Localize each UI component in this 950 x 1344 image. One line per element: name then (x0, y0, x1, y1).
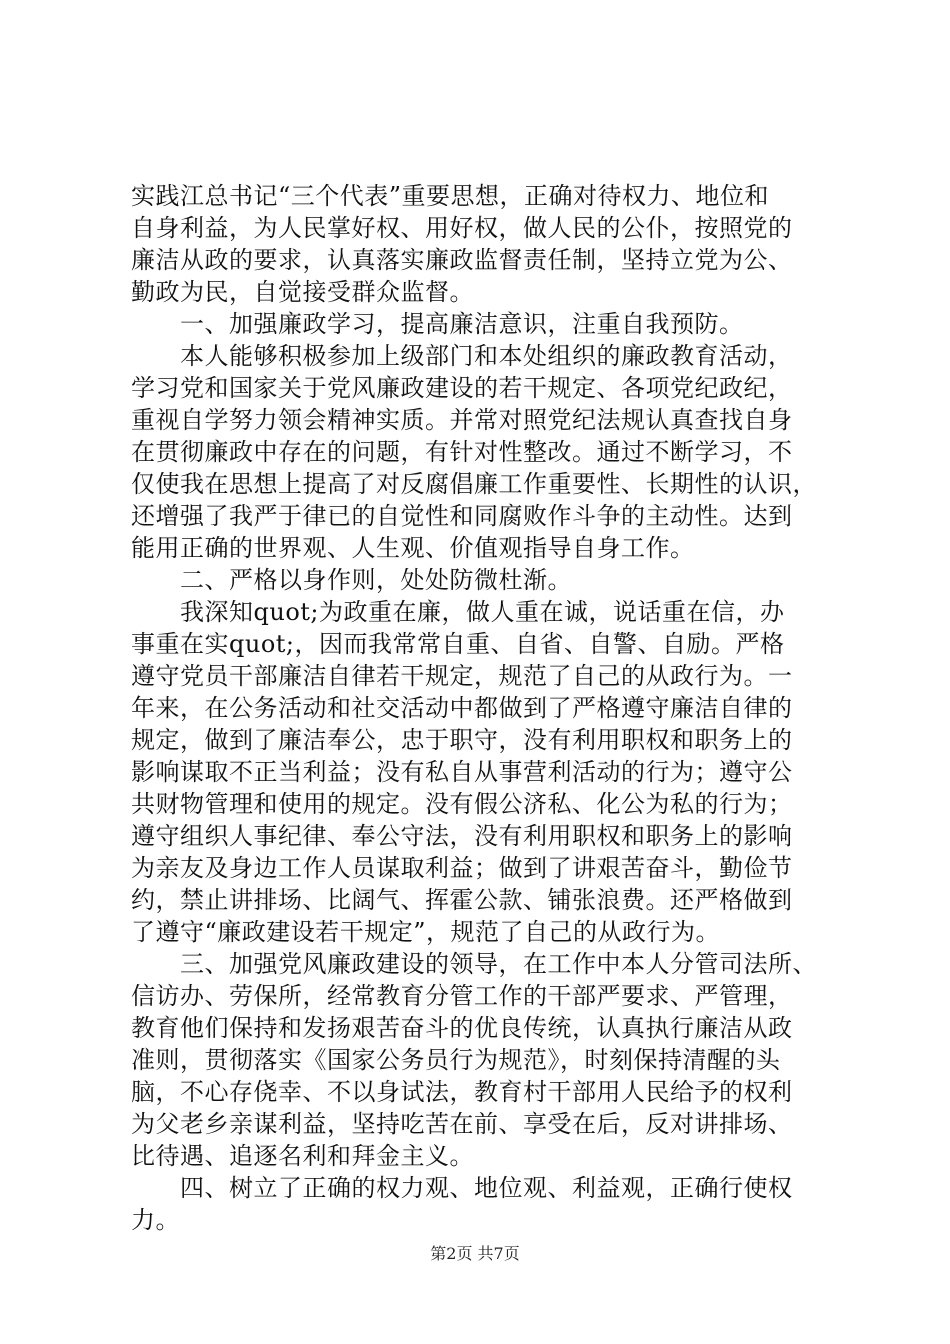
text-line: 信访办、劳保所，经常教育分管工作的干部严要求、严管理， (131, 982, 793, 1010)
text-line: 共财物管理和使用的规定。没有假公济私、化公为私的行为； (131, 790, 793, 818)
text-line: 能用正确的世界观、人生观、价值观指导自身工作。 (131, 534, 695, 562)
text-line: 我深知quot;为政重在廉，做人重在诚，说话重在信，办 (131, 598, 785, 626)
text-line: 准则，贯彻落实《国家公务员行为规范》，时刻保持清醒的头 (131, 1046, 781, 1074)
text-line: 在贯彻廉政中存在的问题，有针对性整改。通过不断学习，不 (131, 438, 793, 466)
text-line: 遵守组织人事纪律、奉公守法，没有利用职权和职务上的影响 (131, 822, 793, 850)
text-line: 约，禁止讲排场、比阔气、挥霍公款、铺张浪费。还严格做到 (131, 886, 793, 914)
text-line: 影响谋取不正当利益；没有私自从事营利活动的行为；遵守公 (131, 758, 793, 786)
page-number-footer: 第2页 共7页 (430, 1244, 520, 1263)
text-line: 年来，在公务活动和社交活动中都做到了严格遵守廉洁自律的 (131, 694, 793, 722)
text-line: 为亲友及身边工作人员谋取利益；做到了讲艰苦奋斗，勤俭节 (131, 854, 793, 882)
text-line: 自身利益，为人民掌好权、用好权，做人民的公仆，按照党的 (131, 214, 793, 242)
text-line: 遵守党员干部廉洁自律若干规定，规范了自己的从政行为。一 (131, 662, 793, 690)
text-line: 为父老乡亲谋利益，坚持吃苦在前、享受在后，反对讲排场、 (131, 1110, 793, 1138)
text-line: 学习党和国家关于党风廉政建设的若干规定、各项党纪政纪， (131, 374, 793, 402)
text-line: 规定，做到了廉洁奉公，忠于职守，没有利用职权和职务上的 (131, 726, 793, 754)
text-line: 实践江总书记“三个代表”重要思想，正确对待权力、地位和 (131, 182, 770, 210)
text-line: 力。 (131, 1206, 180, 1234)
text-line: 事重在实quot;，因而我常常自重、自省、自警、自励。严格 (131, 630, 785, 658)
text-line: 脑，不心存侥幸、不以身试法，教育村干部用人民给予的权利 (131, 1078, 793, 1106)
text-line: 比待遇、追逐名利和拜金主义。 (131, 1142, 474, 1170)
text-line: 教育他们保持和发扬艰苦奋斗的优良传统，认真执行廉洁从政 (131, 1014, 793, 1042)
text-line: 还增强了我严于律已的自觉性和同腐败作斗争的主动性。达到 (131, 502, 793, 530)
section-heading: 四、树立了正确的权力观、地位观、利益观，正确行使权 (131, 1174, 793, 1202)
section-heading: 三、加强党风廉政建设的领导，在工作中本人分管司法所、 (131, 950, 817, 978)
text-line: 仅使我在思想上提高了对反腐倡廉工作重要性、长期性的认识， (131, 470, 817, 498)
text-line: 了遵守“廉政建设若干规定”，规范了自己的从政行为。 (131, 918, 721, 946)
text-line: 重视自学努力领会精神实质。并常对照党纪法规认真查找自身 (131, 406, 793, 434)
text-line: 本人能够积极参加上级部门和本处组织的廉政教育活动， (131, 342, 793, 370)
text-line: 廉洁从政的要求，认真落实廉政监督责任制，坚持立党为公、 (131, 246, 793, 274)
text-line: 勤政为民，自觉接受群众监督。 (131, 278, 474, 306)
section-heading: 一、加强廉政学习，提高廉洁意识，注重自我预防。 (131, 310, 744, 338)
section-heading: 二、严格以身作则，处处防微杜渐。 (131, 566, 572, 594)
